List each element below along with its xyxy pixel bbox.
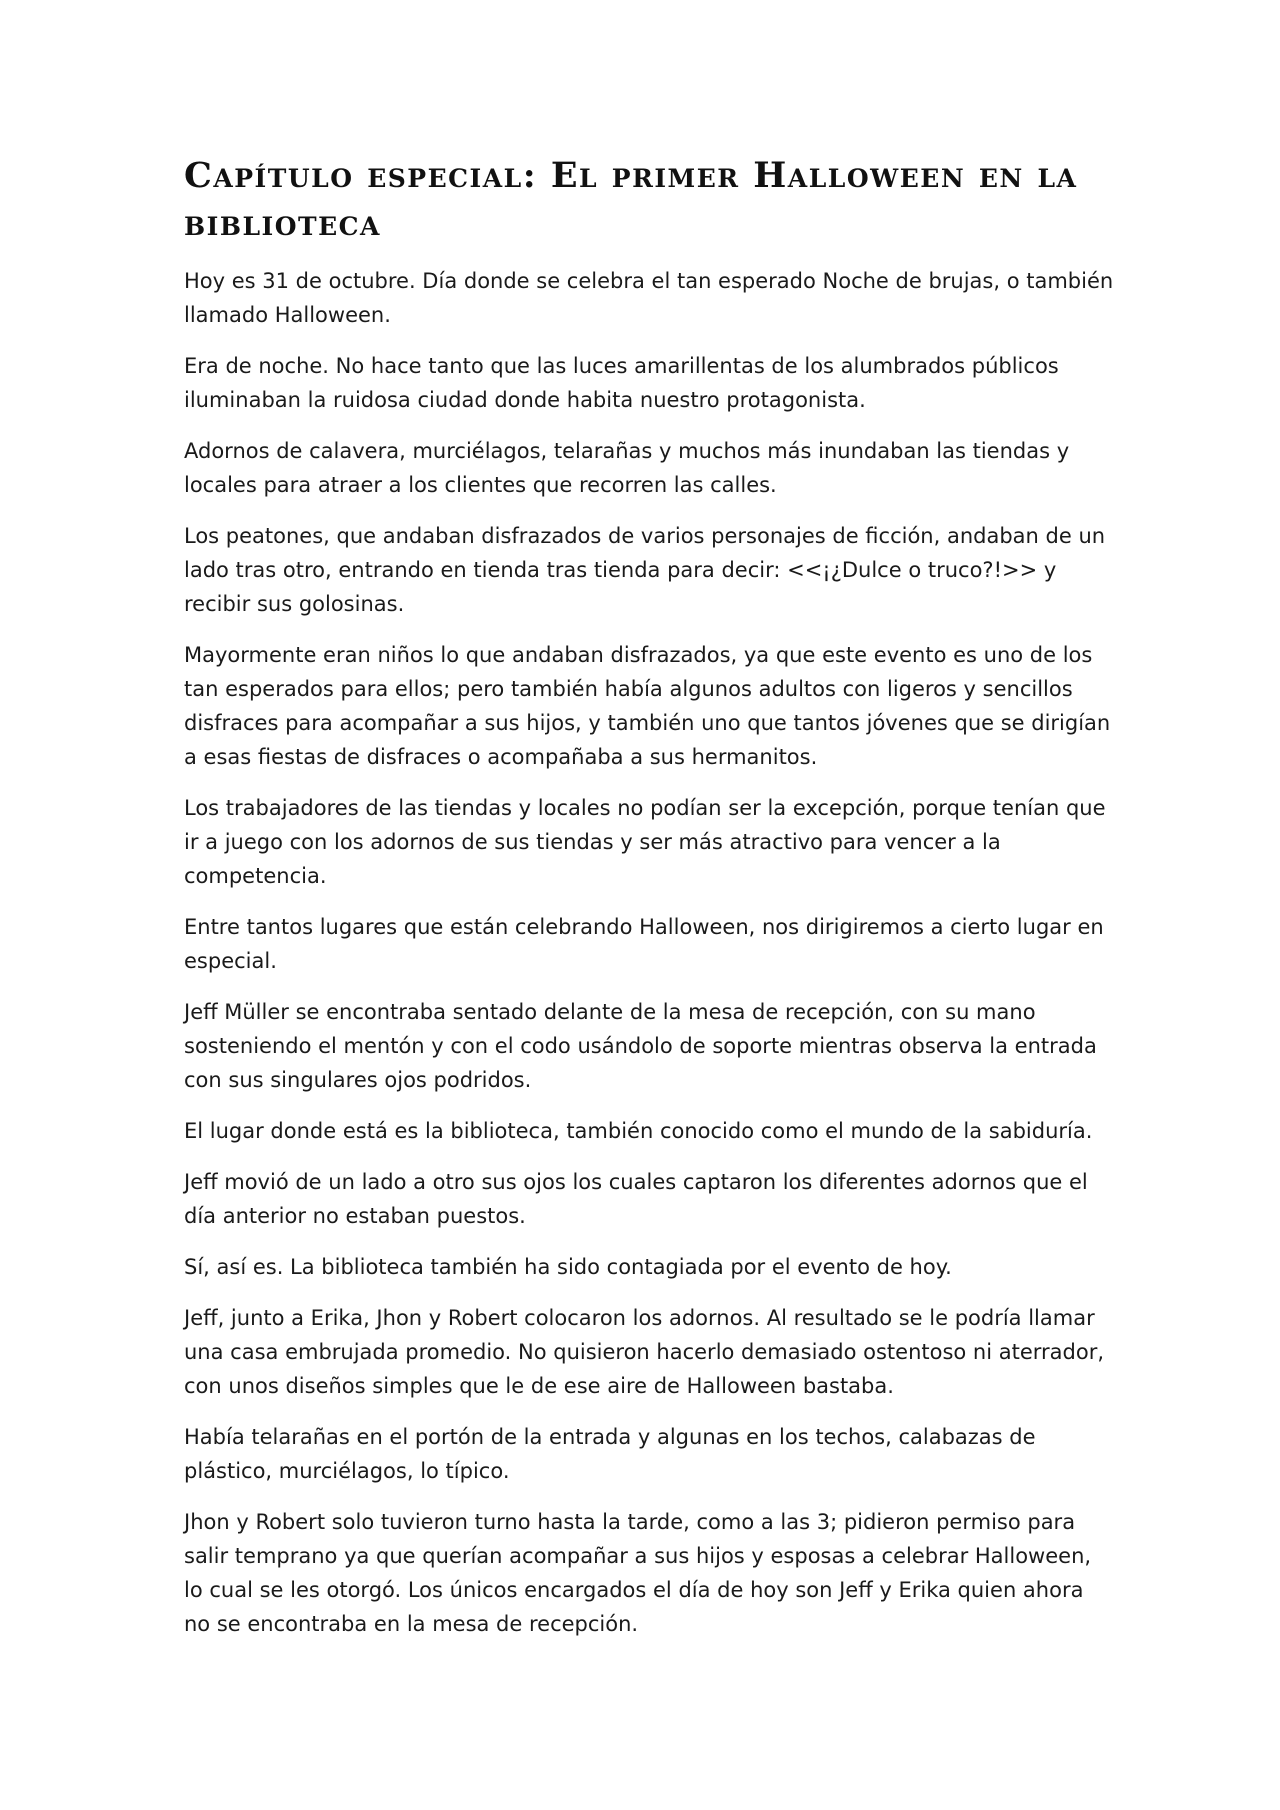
paragraph: Jhon y Robert solo tuvieron turno hasta la tarde, como a las 3; pidieron permiso para salir temprano ya que querían acompañar a sus hijos y esposas a celebrar Halloween, lo cual se les otorgó. Los únicos encargados el día de hoy son Jeff y Erika quien ahora no se encontraba en la mesa de recepción.	[184, 1510, 1092, 1636]
paragraph: Adornos de calavera, murciélagos, telarañas y muchos más inundaban las tiendas y locales para atraer a los clientes que recorren las calles.	[184, 439, 1070, 497]
paragraph: Era de noche. No hace tanto que las luces amarillentas de los alumbrados públicos iluminaban la ruidosa ciudad donde habita nuestro protagonista.	[184, 354, 1059, 412]
paragraph: Sí, así es. La biblioteca también ha sido contagiada por el evento de hoy.	[184, 1255, 952, 1279]
paragraph: Jeff movió de un lado a otro sus ojos los cuales captaron los diferentes adornos que el día anterior no estaban puestos.	[184, 1170, 1088, 1228]
chapter-title: Capítulo especial: El primer Halloween en la biblioteca	[184, 155, 1078, 244]
paragraph: El lugar donde está es la biblioteca, también conocido como el mundo de la sabiduría.	[184, 1119, 1093, 1143]
paragraph: Los peatones, que andaban disfrazados de varios personajes de ficción, andaban de un lado tras otro, entrando en tienda tras tienda para decir: <<¡¿Dulce o truco?!>> y recibir sus golosinas.	[184, 524, 1106, 616]
paragraph: Hoy es 31 de octubre. Día donde se celebra el tan esperado Noche de brujas, o también llamado Halloween.	[184, 269, 1114, 327]
paragraph: Jeff, junto a Erika, Jhon y Robert colocaron los adornos. Al resultado se le podría llamar una casa embrujada promedio. No quisieron hacerlo demasiado ostentoso ni aterrador, con unos diseños simples que le de ese aire de Halloween bastaba.	[184, 1306, 1105, 1398]
paragraph: Había telarañas en el portón de la entrada y algunas en los techos, calabazas de plástico, murciélagos, lo típico.	[184, 1425, 1036, 1483]
document-body	[184, 152, 1114, 1658]
paragraph: Mayormente eran niños lo que andaban disfrazados, ya que este evento es uno de los tan esperados para ellos; pero también había algunos adultos con ligeros y sencillos disfraces para acompañar a sus hijos, y también uno que tantos jóvenes que se dirigían a esas fiestas de disfraces o acompañaba a sus hermanitos.	[184, 643, 1111, 769]
paragraph: Entre tantos lugares que están celebrando Halloween, nos dirigiremos a cierto lugar en especial.	[184, 915, 1104, 973]
paragraph: Los trabajadores de las tiendas y locales no podían ser la excepción, porque tenían que ir a juego con los adornos de sus tiendas y ser más atractivo para vencer a la competencia.	[184, 796, 1106, 888]
paragraph: Jeff Müller se encontraba sentado delante de la mesa de recepción, con su mano sosteniendo el mentón y con el codo usándolo de soporte mientras observa la entrada con sus singulares ojos podridos.	[184, 1000, 1097, 1092]
